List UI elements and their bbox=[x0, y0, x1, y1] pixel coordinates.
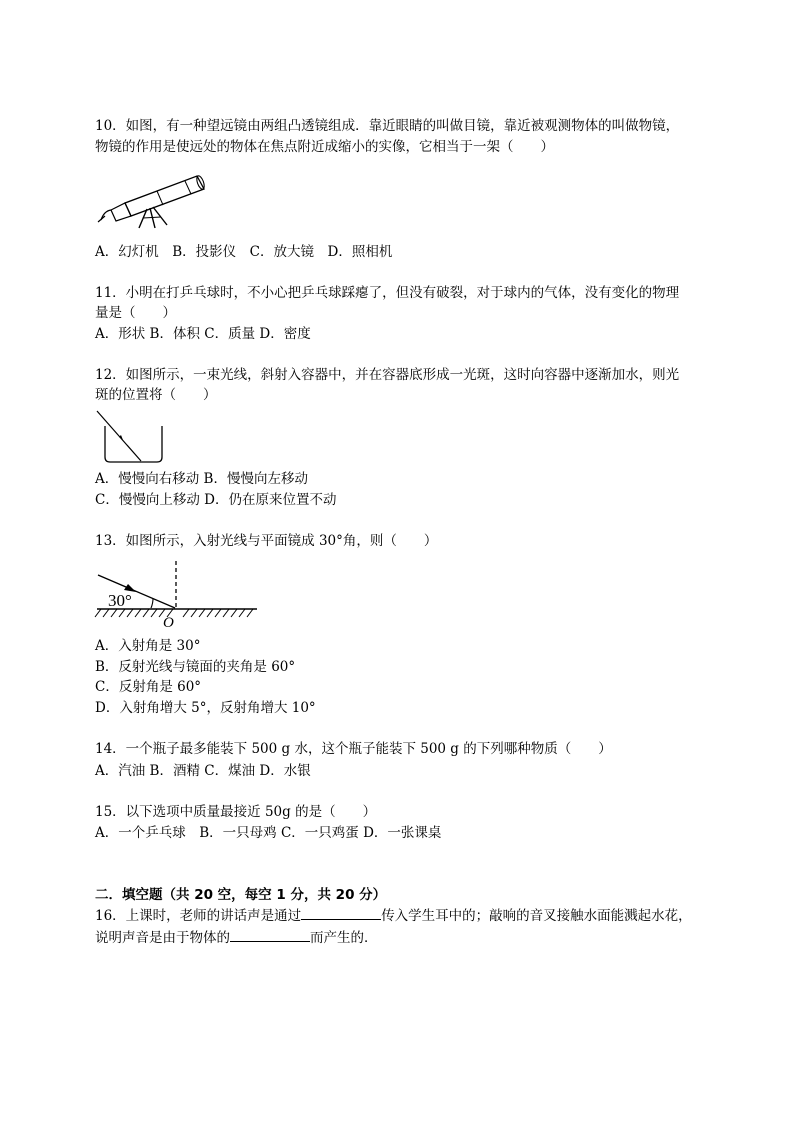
q13-option-a: A．入射角是 30° bbox=[95, 638, 201, 654]
q13-option-b: B．反射光线与镜面的夹角是 60° bbox=[95, 659, 296, 675]
q12-stem-line2: 斑的位置将（ ） bbox=[95, 387, 217, 403]
q16-text-part4: 而产生的． bbox=[310, 930, 378, 946]
q11-options: A．形状 B．体积 C．质量 D．密度 bbox=[95, 326, 311, 342]
angle-label: 30° bbox=[108, 591, 132, 610]
telescope-figure bbox=[97, 170, 212, 230]
q16-text-part1: 16．上课时，老师的讲话声是通过 bbox=[95, 908, 302, 924]
q13-option-d: D．入射角增大 5°，反射角增大 10° bbox=[95, 700, 316, 716]
q16-line2 bbox=[95, 929, 378, 946]
mirror-reflection-figure bbox=[95, 558, 265, 630]
q15-options: A．一个乒乓球 B．一只母鸡 C．一只鸡蛋 D．一张课桌 bbox=[95, 825, 442, 841]
q15-stem: 15．以下选项中质量最接近 50g 的是（ ） bbox=[95, 804, 377, 820]
point-o-label: O bbox=[163, 615, 174, 631]
container-light-figure bbox=[95, 409, 167, 467]
q16-text-part3: 说明声音是由于物体的 bbox=[95, 930, 230, 946]
q16-text-part2: 传入学生耳中的；敲响的音叉接触水面能溅起水花， bbox=[381, 908, 692, 924]
q11-stem-line1: 11．小明在打乒乓球时，不小心把乒乓球踩瘪了，但没有破裂，对于球内的气体，没有变化的物理 bbox=[95, 285, 680, 301]
q16-blank-2[interactable] bbox=[230, 929, 310, 942]
q10-options: A．幻灯机 B．投影仪 C．放大镜 D．照相机 bbox=[95, 244, 393, 260]
q13-option-c: C．反射角是 60° bbox=[95, 679, 202, 695]
q14-options: A．汽油 B．酒精 C．煤油 D．水银 bbox=[95, 763, 311, 779]
q10-stem-line1: 10．如图，有一种望远镜由两组凸透镜组成．靠近眼睛的叫做目镜，靠近被观测物体的叫做物镜， bbox=[95, 118, 680, 134]
q16-line1 bbox=[95, 907, 692, 924]
q13-stem: 13．如图所示，入射光线与平面镜成 30°角，则（ ） bbox=[95, 533, 438, 549]
q12-options-cd: C．慢慢向上移动 D．仍在原来位置不动 bbox=[95, 492, 337, 508]
section2-title: 二．填空题（共 20 空，每空 1 分，共 20 分） bbox=[95, 887, 387, 903]
q11-stem-line2: 量是（ ） bbox=[95, 305, 176, 321]
q12-options-ab: A．慢慢向右移动 B．慢慢向左移动 bbox=[95, 471, 308, 487]
q12-stem-line1: 12．如图所示，一束光线，斜射入容器中，并在容器底形成一光斑，这时向容器中逐渐加水，则光 bbox=[95, 367, 680, 383]
q14-stem: 14．一个瓶子最多能装下 500 g 水，这个瓶子能装下 500 g 的下列哪种物质（ ） bbox=[95, 741, 612, 757]
q10-stem-line2: 物镜的作用是使远处的物体在焦点附近成缩小的实像，它相当于一架（ ） bbox=[95, 139, 554, 155]
q16-blank-1[interactable] bbox=[301, 907, 381, 920]
